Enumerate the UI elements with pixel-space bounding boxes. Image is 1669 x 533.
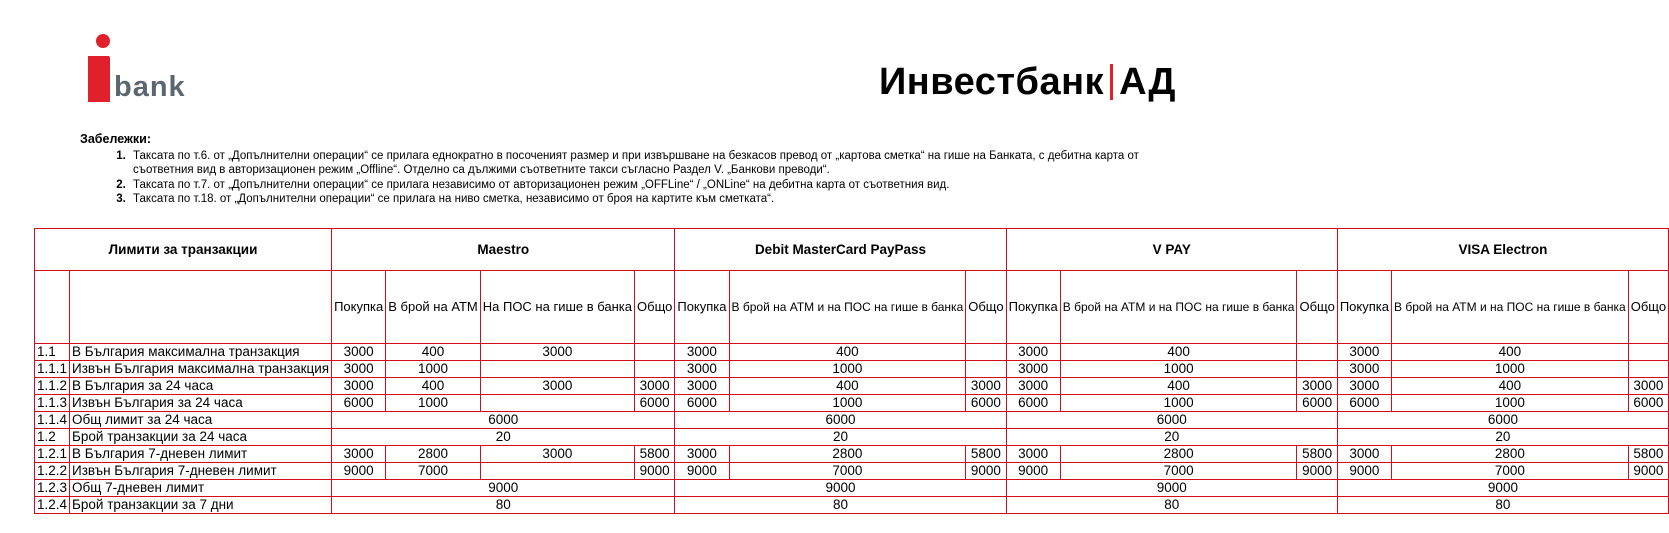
notes-section — [80, 132, 1200, 207]
row-label: Извън България 7-дневен лимит — [70, 463, 332, 480]
table-subheader-row — [35, 271, 1669, 344]
cell-value: 9000 — [1628, 463, 1668, 480]
row-code: 1.1.1 — [35, 361, 70, 378]
cell-value — [635, 361, 675, 378]
cell-value: 5800 — [966, 446, 1006, 463]
table-row — [35, 497, 1669, 514]
cell-value: 3000 — [332, 378, 386, 395]
cell-value — [635, 344, 675, 361]
visa-total-header: Общо — [1628, 271, 1668, 344]
cell-value: 20 — [1337, 429, 1668, 446]
vpay-total-header: Общо — [1297, 271, 1337, 344]
cell-value: 1000 — [386, 361, 481, 378]
cell-value: 2800 — [1391, 446, 1628, 463]
table-row — [35, 361, 1669, 378]
row-code: 1.2.3 — [35, 480, 70, 497]
cell-value: 1000 — [729, 395, 966, 412]
cell-value: 3000 — [480, 344, 634, 361]
cell-value: 5800 — [1628, 446, 1668, 463]
cell-value: 7000 — [386, 463, 481, 480]
table-title: Лимити за транзакции — [35, 229, 332, 271]
logo-bank-text: bank — [114, 71, 186, 103]
cell-value — [1628, 344, 1668, 361]
limits-table — [34, 228, 1669, 514]
mastercard-cash-header: В брой на АТМ и на ПОС на гише в банка — [729, 271, 966, 344]
cell-value: 3000 — [480, 446, 634, 463]
cell-value: 7000 — [1060, 463, 1297, 480]
cell-value — [1297, 344, 1337, 361]
cell-value: 3000 — [675, 378, 729, 395]
cell-value: 3000 — [332, 344, 386, 361]
row-label: Общ лимит за 24 часа — [70, 412, 332, 429]
cell-value: 3000 — [332, 361, 386, 378]
cell-value: 6000 — [1337, 395, 1391, 412]
cell-value: 3000 — [1337, 378, 1391, 395]
cell-value: 3000 — [1006, 344, 1060, 361]
cell-value: 400 — [729, 344, 966, 361]
cell-value: 2800 — [1060, 446, 1297, 463]
cell-value: 6000 — [1297, 395, 1337, 412]
table-row — [35, 412, 1669, 429]
table-row — [35, 480, 1669, 497]
cell-value: 3000 — [635, 378, 675, 395]
cell-value: 9000 — [1297, 463, 1337, 480]
cell-value: 3000 — [675, 361, 729, 378]
header-visa: VISA Electron — [1337, 229, 1668, 271]
cell-value: 80 — [675, 497, 1006, 514]
visa-cash-header: В брой на АТМ и на ПОС на гише в банка — [1391, 271, 1628, 344]
cell-value: 9000 — [675, 480, 1006, 497]
cell-value — [480, 463, 634, 480]
cell-value: 7000 — [729, 463, 966, 480]
note-item: 1. Таксата по т.6. от „Допълнителни операции“ се прилага еднократно в посоченият размер и при извършване на безкасов превод от „картова сметка“ на гише на Банката, с дебитна карта от съответния вид в авторизационен режим „Offline“. Отделно са дължими съответните такси съгласно Раздел V. „Банкови преводи“. — [129, 149, 1200, 178]
ibank-logo — [88, 34, 208, 106]
row-code: 1.2.4 — [35, 497, 70, 514]
maestro-pos-header: На ПОС на гише в банка — [480, 271, 634, 344]
cell-value: 3000 — [1006, 378, 1060, 395]
cell-value: 20 — [1006, 429, 1337, 446]
cell-value: 20 — [675, 429, 1006, 446]
brand-name — [879, 62, 1176, 102]
cell-value: 3000 — [675, 446, 729, 463]
cell-value: 6000 — [675, 412, 1006, 429]
cell-value: 400 — [386, 378, 481, 395]
cell-value: 3000 — [1337, 344, 1391, 361]
row-code: 1.1 — [35, 344, 70, 361]
table-header-row — [35, 229, 1669, 271]
table-row — [35, 395, 1669, 412]
cell-value: 400 — [386, 344, 481, 361]
row-code: 1.2.2 — [35, 463, 70, 480]
cell-value: 3000 — [675, 344, 729, 361]
brand-name-text: Инвестбанк — [878, 61, 1105, 103]
vpay-purchase-header: Покупка — [1006, 271, 1060, 344]
cell-value: 6000 — [332, 395, 386, 412]
cell-value: 3000 — [1006, 361, 1060, 378]
cell-value: 400 — [1060, 344, 1297, 361]
vpay-cash-header: В брой на АТМ и на ПОС на гише в банка — [1060, 271, 1297, 344]
table-row — [35, 446, 1669, 463]
notes-list — [80, 149, 1200, 207]
cell-value: 3000 — [966, 378, 1006, 395]
cell-value: 3000 — [480, 378, 634, 395]
cell-value: 1000 — [1391, 361, 1628, 378]
cell-value: 80 — [1006, 497, 1337, 514]
row-label: В България за 24 часа — [70, 378, 332, 395]
table-row — [35, 463, 1669, 480]
cell-value: 9000 — [1006, 463, 1060, 480]
note-item: 2. Таксата по т.7. от „Допълнителни операции“ се прилага независимо от авторизационен режим „OFFLine“ / „ONLine“ на дебитна карта от съответния вид. — [129, 178, 1200, 193]
cell-value: 9000 — [635, 463, 675, 480]
cell-value: 9000 — [1006, 480, 1337, 497]
cell-value: 6000 — [332, 412, 675, 429]
maestro-total-header: Общо — [635, 271, 675, 344]
cell-value: 6000 — [675, 395, 729, 412]
table-row — [35, 344, 1669, 361]
cell-value: 9000 — [966, 463, 1006, 480]
cell-value: 9000 — [332, 480, 675, 497]
cell-value: 400 — [729, 378, 966, 395]
cell-value: 3000 — [1006, 446, 1060, 463]
cell-value: 400 — [1391, 344, 1628, 361]
mastercard-purchase-header: Покупка — [675, 271, 729, 344]
header-vpay: V PAY — [1006, 229, 1337, 271]
cell-value: 1000 — [729, 361, 966, 378]
visa-purchase-header: Покупка — [1337, 271, 1391, 344]
cell-value: 80 — [332, 497, 675, 514]
row-code: 1.1.4 — [35, 412, 70, 429]
cell-value: 1000 — [1060, 361, 1297, 378]
cell-value: 6000 — [1628, 395, 1668, 412]
row-code: 1.2.1 — [35, 446, 70, 463]
cell-value: 9000 — [1337, 463, 1391, 480]
maestro-purchase-header: Покупка — [332, 271, 386, 344]
logo-i-stem — [88, 56, 110, 102]
cell-value: 7000 — [1391, 463, 1628, 480]
cell-value: 400 — [1391, 378, 1628, 395]
row-label: Общ 7-дневен лимит — [70, 480, 332, 497]
cell-value: 9000 — [675, 463, 729, 480]
note-item: 3. Таксата по т.18. от „Допълнителни операции“ се прилага на ниво сметка, независимо от броя на картите към сметката“. — [129, 192, 1200, 207]
cell-value: 20 — [332, 429, 675, 446]
cell-value: 3000 — [1297, 378, 1337, 395]
row-code: 1.1.2 — [35, 378, 70, 395]
mastercard-total-header: Общо — [966, 271, 1006, 344]
cell-value: 6000 — [1337, 412, 1668, 429]
cell-value: 9000 — [1337, 480, 1668, 497]
row-label: Брой транзакции за 24 часа — [70, 429, 332, 446]
cell-value — [1297, 361, 1337, 378]
notes-title: Забележки: — [80, 132, 151, 146]
table-row — [35, 429, 1669, 446]
empty-code-cell — [35, 271, 70, 344]
row-label: Извън България за 24 часа — [70, 395, 332, 412]
cell-value — [1628, 361, 1668, 378]
maestro-cash-atm-header: В брой на АТМ — [386, 271, 481, 344]
row-label: В България 7-дневен лимит — [70, 446, 332, 463]
cell-value: 9000 — [332, 463, 386, 480]
cell-value: 1000 — [1060, 395, 1297, 412]
empty-label-cell — [70, 271, 332, 344]
cell-value: 400 — [1060, 378, 1297, 395]
cell-value: 1000 — [1391, 395, 1628, 412]
cell-value — [480, 361, 634, 378]
row-label: Брой транзакции за 7 дни — [70, 497, 332, 514]
row-label: В България максимална транзакция — [70, 344, 332, 361]
cell-value — [966, 344, 1006, 361]
cell-value: 6000 — [635, 395, 675, 412]
cell-value — [966, 361, 1006, 378]
cell-value: 80 — [1337, 497, 1668, 514]
brand-suffix: АД — [1119, 61, 1176, 103]
header-mastercard: Debit MasterCard PayPass — [675, 229, 1006, 271]
cell-value: 6000 — [1006, 395, 1060, 412]
logo-i-dot — [96, 34, 110, 48]
cell-value: 3000 — [1628, 378, 1668, 395]
cell-value: 2800 — [386, 446, 481, 463]
table-row — [35, 378, 1669, 395]
cell-value: 3000 — [1337, 361, 1391, 378]
cell-value: 5800 — [635, 446, 675, 463]
cell-value: 6000 — [1006, 412, 1337, 429]
cell-value: 6000 — [966, 395, 1006, 412]
cell-value: 3000 — [1337, 446, 1391, 463]
brand-divider — [1110, 64, 1113, 100]
cell-value: 2800 — [729, 446, 966, 463]
cell-value: 5800 — [1297, 446, 1337, 463]
row-code: 1.1.3 — [35, 395, 70, 412]
header-maestro: Maestro — [332, 229, 675, 271]
cell-value: 3000 — [332, 446, 386, 463]
row-label: Извън България максимална транзакция — [70, 361, 332, 378]
cell-value — [480, 395, 634, 412]
cell-value: 1000 — [386, 395, 481, 412]
row-code: 1.2 — [35, 429, 70, 446]
